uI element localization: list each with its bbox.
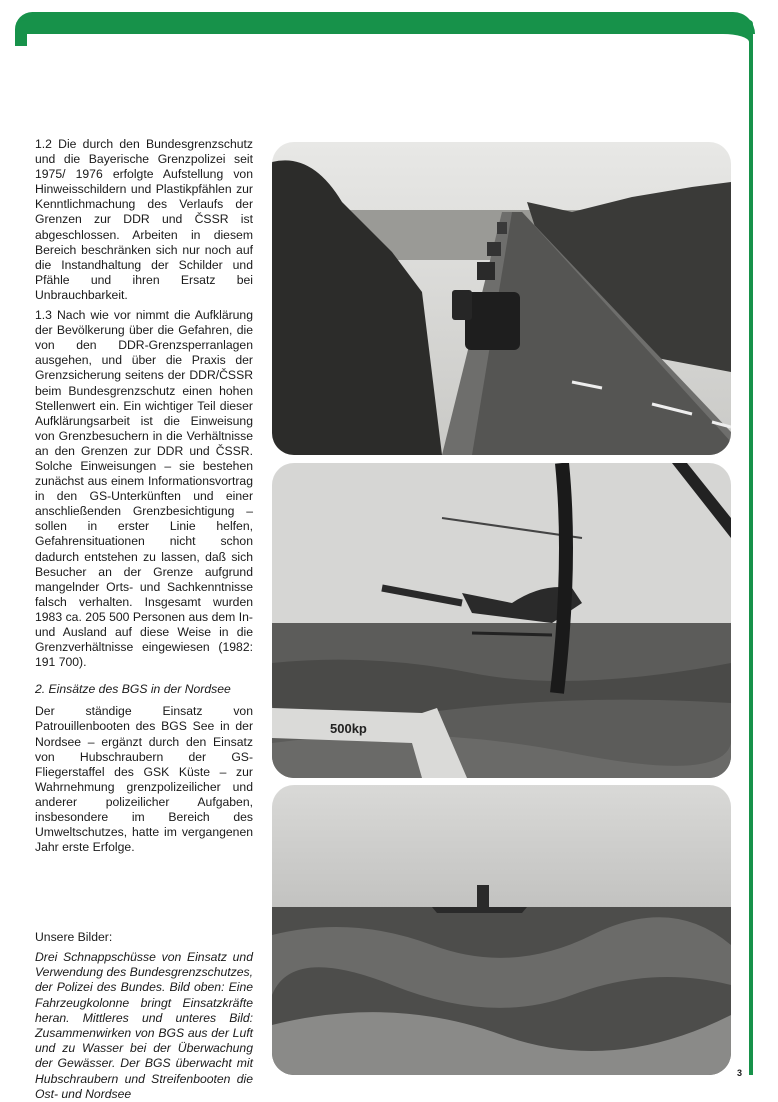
caption-text: Drei Schnappschüsse von Einsatz und Verwendung des Bundesgrenzschutzes, der Polizei des Bundes. Bild oben: Eine Fahrzeugkolonne bringt Einsatzkräfte heran. Mittleres und unteres Bild: Zusammenwirken von BGS aus der Luft und zu Wasser bei der Überwachung der Gewässer. Der BGS überwacht mit Hubschraubern und Streifenbooten die Ost- und Nordsee <box>35 950 253 1101</box>
page-number: 3 <box>737 1068 743 1078</box>
paragraph-1-3: 1.3 Nach wie vor nimmt die Aufklärung der Bevölkerung über die Gefahren, die von den DDR-Grenzsperranlagen ausgehen, und über die Praxis der Grenzsicherung seitens der DDR/ČSSR beim Bundesgrenzschutz einen hohen Stellenwert ein. Ein wichtiger Teil dieser Aufklärungsarbeit ist die Einweisung von Grenzbesuchern in die Verhältnisse an den Grenzen zur DDR und ČSSR. Solche Einweisungen – sie bestehen zunächst aus einem Informationsvortrag in den GS-Unterkünften und einer anschließenden Grenzbesichtigung – sollen in erster Linie helfen, Gefahrensituationen nicht schon dadurch entstehen zu lassen, daß sich Besucher an der Grenze aufgrund mangelnder Orts- und Sachkenntnisse falsch verhalten. Insgesamt wurden 1983 ca. 205 500 Personen aus dem In- und Ausland auf diese Weise in die Grenzverhältnisse eingewiesen (1982: 191 700). <box>35 308 253 670</box>
header-bar <box>15 12 755 34</box>
right-border-line <box>749 20 753 1075</box>
crane-label: 500kp <box>330 721 367 736</box>
paragraph-1-2: 1.2 Die durch den Bundesgrenzschutz und die Bayerische Grenzpolizei seit 1975/ 1976 erfolgte Aufstellung von Hinweisschildern und Plastikpfählen zur Kenntlichmachung des Verlaufs der Grenzen zur DDR und ČSSR ist abgeschlossen. Arbeiten in diesem Bereich beschränken sich nur noch auf die Instandhaltung der Schilder und Pfähle und ihren Ersatz bei Unbrauchbarkeit. <box>35 137 253 302</box>
header-bar-left-corner <box>15 20 27 46</box>
caption-title: Unsere Bilder: <box>35 930 113 944</box>
section-heading: 2. Einsätze des BGS in der Nordsee <box>35 682 231 697</box>
photo-patrol-boat-rough-sea <box>272 785 731 1075</box>
photo-vehicle-convoy <box>272 142 731 455</box>
text-column <box>35 137 253 860</box>
paragraph-2: Der ständige Einsatz von Patrouillenbooten des BGS See in der Nordsee – ergänzt durch den Einsatz von Hubschraubern der GS-Fliegerstaffel des GSK Küste – zur Wahrnehmung grenzpolizeilicher und anderer polizeilicher Aufgaben, insbesondere im Bereich des Umweltschutzes, hatte im vergangenen Jahr erste Erfolge. <box>35 704 253 855</box>
photo-helicopter-over-sea <box>272 463 731 778</box>
